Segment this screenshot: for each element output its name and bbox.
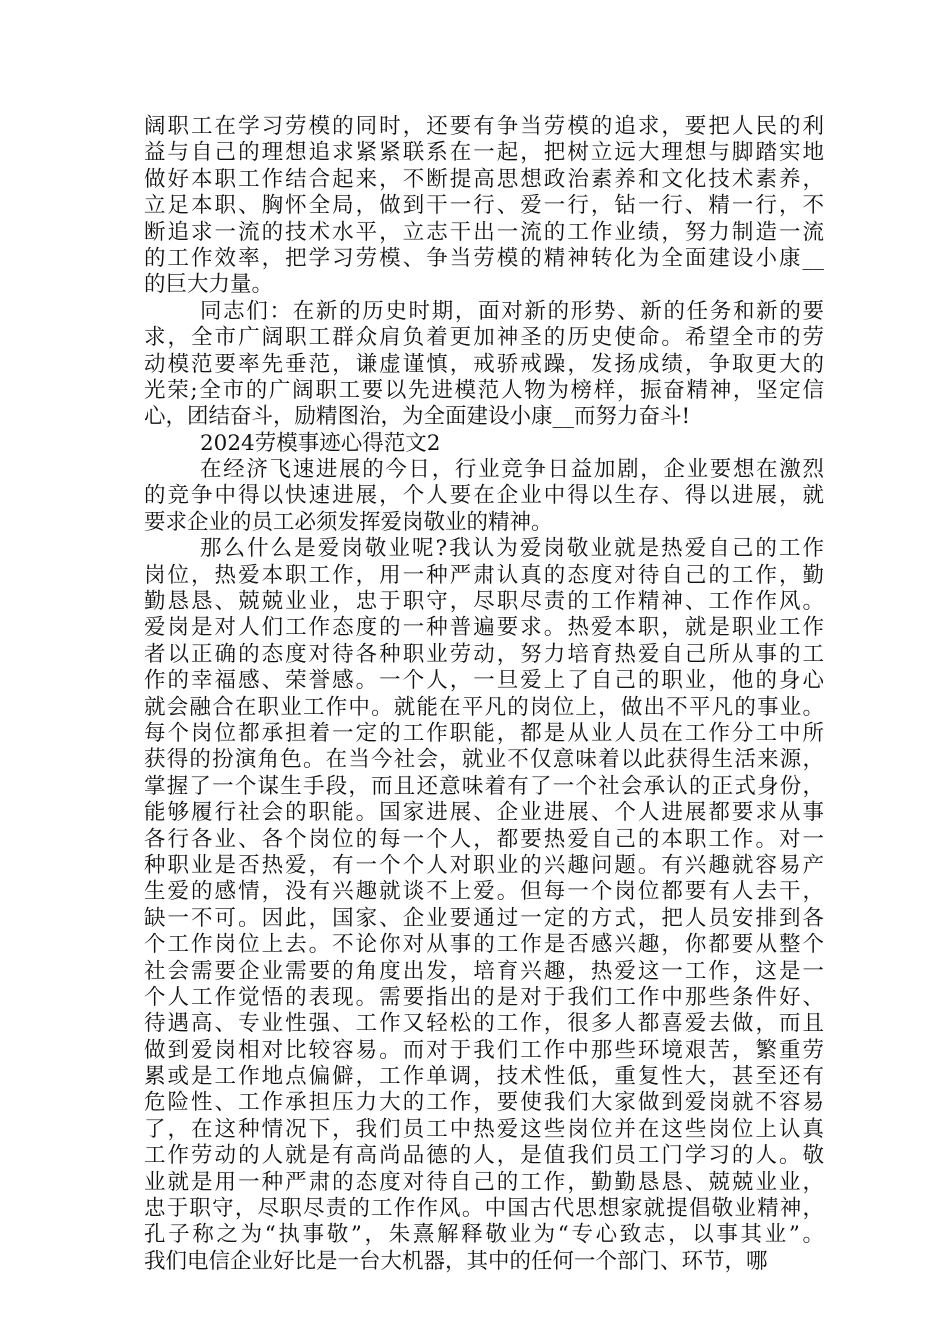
text-line: 缺一不可。因此，国家、企业要通过一定的方式，把人员安排到各 — [144, 905, 824, 931]
text-line: 各行各业、各个岗位的每一个人，都要热爱自己的本职工作。对一 — [144, 826, 824, 852]
text-line: 在经济飞速进展的今日，行业竞争日益加剧，企业要想在激烈 — [200, 457, 824, 483]
text-line: 生爱的感情，没有兴趣就谈不上爱。但每一个岗位都要有人去干， — [144, 879, 824, 905]
text-line: 社会需要企业需要的角度出发，培育兴趣，热爱这一工作，这是一 — [144, 958, 824, 984]
text-line: 动模范要率先垂范，谦虚谨慎，戒骄戒躁，发扬成绩，争取更大的 — [144, 351, 824, 377]
text-line: 的巨大力量。 — [144, 272, 274, 298]
text-line: 爱岗是对人们工作态度的一种普遍要求。热爱本职，就是职业工作 — [144, 615, 824, 641]
text-line: 危险性、工作承担压力大的工作，要使我们大家做到爱岗就不容易 — [144, 1090, 824, 1116]
document-page — [144, 114, 824, 1275]
text-line: 立足本职、胸怀全局，做到干一行、爱一行，钻一行、精一行，不 — [144, 193, 824, 219]
text-line: 心，团结奋斗，励精图治，为全面建设小康__而努力奋斗! — [144, 404, 691, 430]
paragraph — [144, 536, 824, 1275]
text-line: 益与自己的理想追求紧紧联系在一起，把树立远大理想与脚踏实地 — [144, 140, 824, 166]
text-line: 掌握了一个谋生手段，而且还意味着有了一个社会承认的正式身份， — [144, 773, 824, 799]
text-line: 岗位，热爱本职工作，用一种严肃认真的态度对待自己的工作，勤 — [144, 562, 824, 588]
text-line: 者以正确的态度对待各种职业劳动，努力培育热爱自己所从事的工 — [144, 641, 824, 667]
text-line: 种职业是否热爱，有一个个人对职业的兴趣问题。有兴趣就容易产 — [144, 852, 824, 878]
text-line: 要求企业的员工必须发挥爱岗敬业的精神。 — [144, 509, 553, 535]
text-line: 业就是用一种严肃的态度对待自己的工作，勤勤恳恳、兢兢业业， — [144, 1169, 824, 1195]
text-line: 求，全市广阔职工群众肩负着更加神圣的历史使命。希望全市的劳 — [144, 325, 824, 351]
text-line: 作的幸福感、荣誉感。一个人，一旦爱上了自己的职业，他的身心 — [144, 668, 824, 694]
paragraph — [144, 114, 824, 299]
text-line: 个工作岗位上去。不论你对从事的工作是否感兴趣，你都要从整个 — [144, 932, 824, 958]
paragraph — [144, 299, 824, 431]
text-line: 能够履行社会的职能。国家进展、企业进展、个人进展都要求从事 — [144, 800, 824, 826]
paragraph — [144, 457, 824, 536]
text-line: 待遇高、专业性强、工作又轻松的工作，很多人都喜爱去做，而且 — [144, 1011, 824, 1037]
text-line: 个人工作觉悟的表现。需要指出的是对于我们工作中那些条件好、 — [144, 984, 824, 1010]
text-line: 光荣;全市的广阔职工要以先进模范人物为榜样，振奋精神，坚定信 — [144, 377, 824, 403]
text-line: 断追求一流的技术水平，立志干出一流的工作业绩，努力制造一流 — [144, 219, 824, 245]
text-line: 孔子称之为“执事敬”，朱熹解释敬业为“专心致志，以事其业”。 — [144, 1222, 824, 1248]
text-line: 勤恳恳、兢兢业业，忠于职守，尽职尽责的工作精神、工作作风。 — [144, 589, 824, 615]
text-line: 同志们：在新的历史时期，面对新的形势、新的任务和新的要 — [200, 298, 824, 324]
text-line: 就会融合在职业工作中。就能在平凡的岗位上，做出不平凡的事业。 — [144, 694, 824, 720]
heading-text: 2024劳模事迹心得范文2 — [200, 430, 441, 456]
text-line: 我们电信企业好比是一台大机器，其中的任何一个部门、环节，哪 — [144, 1248, 768, 1274]
text-line: 做到爱岗相对比较容易。而对于我们工作中那些环境艰苦，繁重劳 — [144, 1037, 824, 1063]
text-line: 那么什么是爱岗敬业呢?我认为爱岗敬业就是热爱自己的工作 — [200, 536, 824, 562]
text-line: 的竞争中得以快速进展，个人要在企业中得以生存、得以进展，就 — [144, 483, 824, 509]
section-heading — [144, 431, 824, 457]
text-line: 的工作效率，把学习劳模、争当劳模的精神转化为全面建设小康__ — [144, 245, 824, 271]
text-line: 了，在这种情况下，我们员工中热爱这些岗位并在这些岗位上认真 — [144, 1116, 824, 1142]
text-line: 每个岗位都承担着一定的工作职能，都是从业人员在工作分工中所 — [144, 720, 824, 746]
text-line: 工作劳动的人就是有高尚品德的人，是值我们员工门学习的人。敬 — [144, 1143, 824, 1169]
text-line: 忠于职守，尽职尽责的工作作风。中国古代思想家就提倡敬业精神， — [144, 1196, 824, 1222]
text-line: 阔职工在学习劳模的同时，还要有争当劳模的追求，要把人民的利 — [144, 114, 824, 139]
text-line: 累或是工作地点偏僻，工作单调，技术性低，重复性大，甚至还有 — [144, 1064, 824, 1090]
text-line: 做好本职工作结合起来，不断提高思想政治素养和文化技术素养， — [144, 166, 824, 192]
text-line: 获得的扮演角色。在当今社会，就业不仅意味着以此获得生活来源， — [144, 747, 824, 773]
